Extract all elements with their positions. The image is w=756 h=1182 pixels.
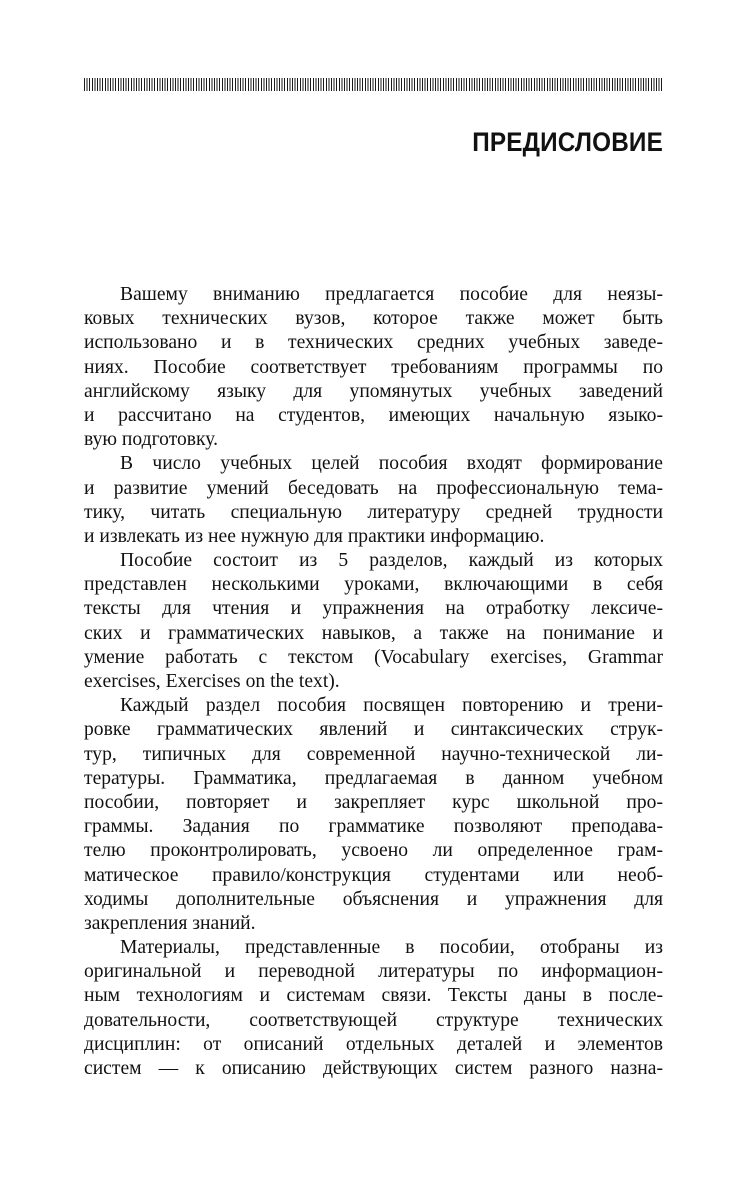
text-line: В число учебных целей пособия входят формирование: [120, 453, 663, 475]
text-line: Вашему вниманию предлагается пособие для неязы-: [120, 284, 663, 305]
paragraph: [84, 694, 663, 936]
text-line: ковых технических вузов, которое также может быть: [84, 308, 663, 330]
text-line: английскому языку для упомянутых учебных заведений: [84, 380, 663, 402]
text-line: ровке грамматических явлений и синтаксических струк-: [84, 719, 663, 741]
text-line: пособии, повторяет и закрепляет курс школьной про-: [84, 791, 663, 813]
text-line: Материалы, представленные в пособии, отобраны из: [120, 937, 663, 959]
text-line: тексты для чтения и упражнения на отработку лексиче-: [84, 598, 663, 620]
text-line: систем — к описанию действующих систем разного назна-: [84, 1058, 663, 1079]
text-line: умение работать с текстом (Vocabulary exercises, Grammar: [84, 646, 663, 668]
text-line: ходимы дополнительные объяснения и упражнения для: [84, 888, 663, 910]
header-decorative-rule: [84, 78, 663, 91]
text-line: Каждый раздел пособия посвящен повторению и трени-: [120, 695, 663, 717]
text-line: граммы. Задания по грамматике позволяют преподава-: [84, 816, 663, 838]
text-line: тику, читать специальную литературу средней трудности: [84, 501, 663, 523]
text-line: телю проконтролировать, усвоено ли определенное грам-: [84, 840, 663, 862]
text-line: тературы. Грамматика, предлагаемая в данном учебном: [84, 767, 663, 789]
text-line: ным технологиям и системам связи. Тексты даны в после-: [84, 985, 663, 1007]
text-line: и извлекать из нее нужную для практики информацию.: [84, 525, 545, 547]
text-line: довательности, соответствующей структуре технических: [84, 1009, 663, 1031]
text-line: и развитие умений беседовать на профессиональную тема-: [84, 477, 663, 499]
paragraph: [84, 936, 663, 1081]
text-line: вую подготовку.: [84, 429, 219, 451]
text-line: ниях. Пособие соответствует требованиям программы по: [84, 356, 663, 378]
text-line: использовано и в технических средних учебных заведе-: [84, 332, 663, 354]
chapter-title: ПРЕДИСЛОВИЕ: [472, 127, 663, 157]
text-line: оригинальной и переводной литературы по информацион-: [84, 961, 663, 983]
text-line: тур, типичных для современной научно-технической ли-: [84, 743, 663, 765]
text-line: exercises, Exercises on the text).: [84, 671, 340, 692]
paragraph: [84, 549, 663, 694]
paragraph: [84, 283, 663, 452]
text-line: представлен несколькими уроками, включающими в себя: [84, 574, 663, 596]
paragraph: [84, 452, 663, 549]
text-line: ских и грамматических навыков, а также на понимание и: [84, 622, 663, 644]
text-line: Пособие состоит из 5 разделов, каждый из которых: [120, 550, 663, 572]
text-line: матическое правило/конструкция студентами или необ-: [84, 864, 663, 886]
text-line: дисциплин: от описаний отдельных деталей и элементов: [84, 1033, 663, 1055]
preface-body: [84, 283, 663, 1081]
text-line: и рассчитано на студентов, имеющих начальную языко-: [84, 404, 663, 426]
text-line: закрепления знаний.: [84, 912, 256, 934]
